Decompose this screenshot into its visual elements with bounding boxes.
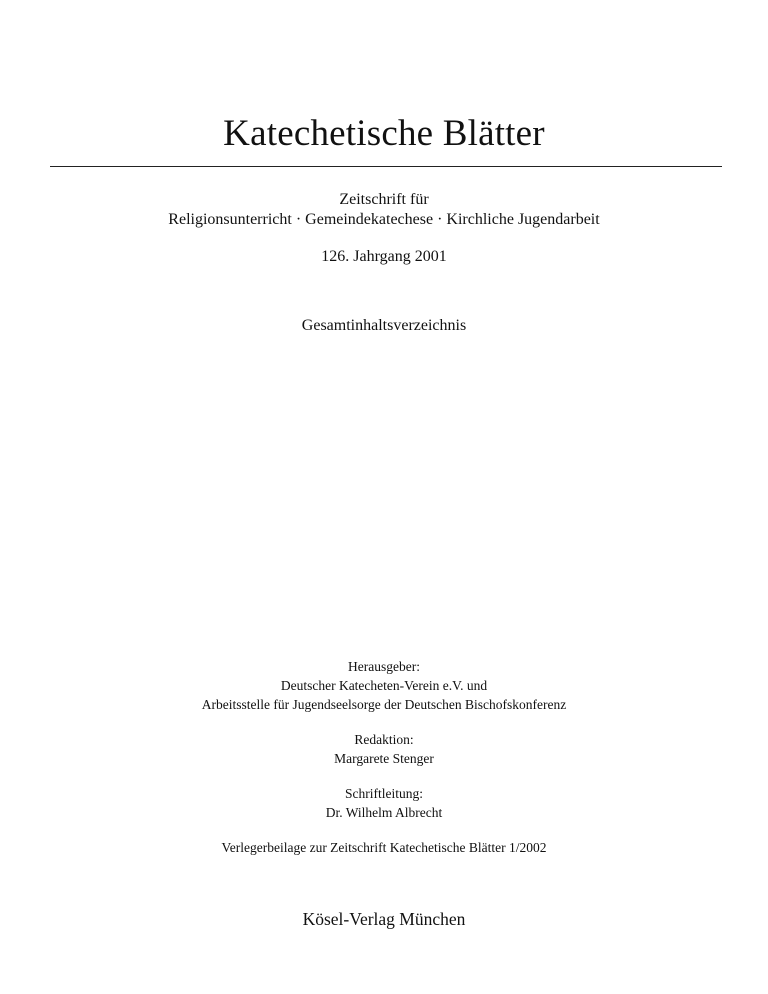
management-name: Dr. Wilhelm Albrecht: [325, 805, 443, 820]
publisher-line-2: Arbeitsstelle für Jugendseelsorge der Deutschen Bischofskonferenz: [201, 697, 567, 712]
publisher-line-1: Deutscher Katecheten-Verein e.V. und: [280, 678, 488, 693]
editorial-name: Margarete Stenger: [334, 751, 434, 766]
editorial-label: Redaktion:: [354, 732, 414, 747]
volume-year: 126. Jahrgang 2001: [321, 248, 447, 265]
title-rule: [50, 166, 722, 167]
management-label: Schriftleitung:: [345, 786, 423, 801]
publisher-imprint: Kösel-Verlag München: [302, 909, 466, 929]
publisher-label: Herausgeber:: [348, 659, 420, 674]
subtitle-line-1: Zeitschrift für: [339, 191, 429, 208]
subtitle-line-2: Religionsunterricht · Gemeindekatechese · Kirchliche Jugendarbeit: [168, 211, 600, 228]
supplement-note: Verlegerbeilage zur Zeitschrift Katechetische Blätter 1/2002: [221, 840, 547, 855]
contents-title: Gesamtinhaltsverzeichnis: [301, 317, 467, 334]
journal-title: Katechetische Blätter: [223, 113, 545, 154]
